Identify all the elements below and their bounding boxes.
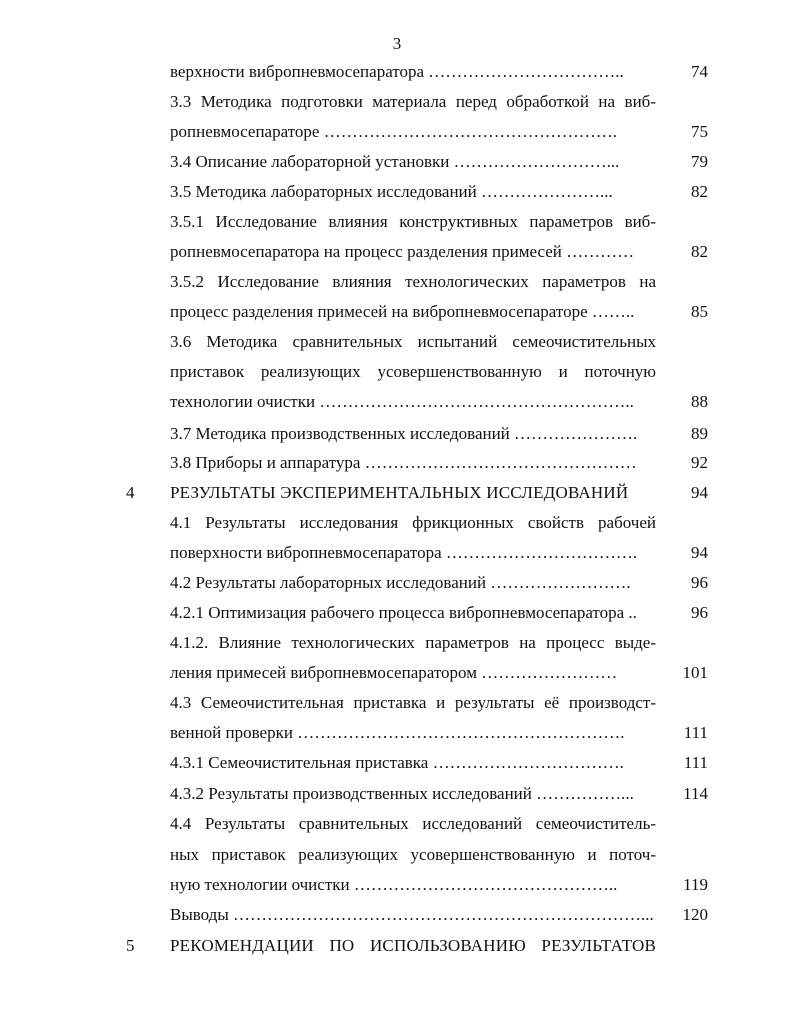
toc-page-ref: 111 — [683, 753, 708, 772]
toc-line: 4.1 Результаты исследования фрикционных свойств рабочей — [170, 513, 656, 532]
toc-page-ref: 101 — [682, 663, 708, 682]
toc-line: 4.1.2. Влияние технологических параметров на процесс выде- — [170, 633, 656, 652]
toc-line: приставок реализующих усовершенствованную и поточную — [170, 362, 656, 381]
chapter-number: 4 — [126, 483, 135, 502]
toc-page-ref: 120 — [682, 905, 708, 924]
toc-page-ref: 75 — [691, 122, 708, 141]
toc-line: ную технологии очистки ……………………………………….. — [170, 875, 618, 894]
chapter-number: 5 — [126, 936, 135, 955]
toc-page-ref: 85 — [691, 302, 708, 321]
toc-page-ref: 96 — [691, 573, 708, 592]
toc-page-ref: 82 — [691, 242, 708, 261]
toc-line: верхности вибропневмосепаратора …………………………….. — [170, 62, 624, 81]
toc-line: 4.3.1 Семеочистительная приставка ……………………………. — [170, 753, 624, 772]
toc-line: 3.6 Методика сравнительных испытаний семеочистительных — [170, 332, 656, 351]
chapter-heading: РЕЗУЛЬТАТЫ ЭКСПЕРИМЕНТАЛЬНЫХ ИССЛЕДОВАНИЙ — [170, 483, 629, 502]
toc-page-ref: 82 — [691, 182, 708, 201]
toc-line: 3.7 Методика производственных исследований …………………. — [170, 424, 638, 443]
toc-line: технологии очистки ……………………………………………….. — [170, 392, 634, 411]
toc-line: Выводы ………………………………………………………………... — [170, 905, 654, 924]
toc-line: 4.2.1 Оптимизация рабочего процесса вибропневмосепаратора .. — [170, 603, 637, 622]
toc-page-ref: 88 — [691, 392, 708, 411]
toc-page-ref: 111 — [683, 723, 708, 742]
chapter-heading: РЕКОМЕНДАЦИИ ПО ИСПОЛЬЗОВАНИЮ РЕЗУЛЬТАТОВ — [170, 936, 656, 955]
toc-page-ref: 119 — [683, 875, 708, 894]
toc-line: 4.2 Результаты лабораторных исследований ……………………. — [170, 573, 631, 592]
toc-line: процесс разделения примесей на вибропневмосепараторе …….. — [170, 302, 635, 321]
toc-line: ления примесей вибропневмосепаратором …………………… — [170, 663, 618, 682]
toc-page-ref: 96 — [691, 603, 708, 622]
toc-line: 3.3 Методика подготовки материала перед обработкой на виб- — [170, 92, 656, 111]
toc-line: 3.5.2 Исследование влияния технологических параметров на — [170, 272, 656, 291]
page-number: 3 — [392, 34, 402, 53]
toc-line: 3.5.1 Исследование влияния конструктивных параметров виб- — [170, 212, 656, 231]
toc-line: 4.3 Семеочистительная приставка и результаты её производст- — [170, 693, 656, 712]
toc-page-ref: 92 — [691, 453, 708, 472]
toc-line: венной проверки …………………………………………………. — [170, 723, 625, 742]
toc-line: 3.4 Описание лабораторной установки ………………………... — [170, 152, 620, 171]
toc-page-ref: 114 — [683, 784, 708, 803]
toc-page-ref: 94 — [691, 483, 708, 502]
toc-line: ных приставок реализующих усовершенствованную и поточ- — [170, 845, 656, 864]
toc-line: 4.3.2 Результаты производственных исследований ……………... — [170, 784, 634, 803]
toc-page-ref: 94 — [691, 543, 708, 562]
toc-line: ропневмосепаратора на процесс разделения примесей ………… — [170, 242, 635, 261]
toc-page-ref: 89 — [691, 424, 708, 443]
toc-page-ref: 74 — [691, 62, 708, 81]
toc-line: 3.8 Приборы и аппаратура ………………………………………… — [170, 453, 637, 472]
toc-page-ref: 79 — [691, 152, 708, 171]
toc-line: поверхности вибропневмосепаратора ……………………………. — [170, 543, 638, 562]
toc-line: ропневмосепараторе ……………………………………………. — [170, 122, 617, 141]
toc-line: 4.4 Результаты сравнительных исследований семеочиститель- — [170, 814, 656, 833]
toc-line: 3.5 Методика лабораторных исследований …………………... — [170, 182, 613, 201]
